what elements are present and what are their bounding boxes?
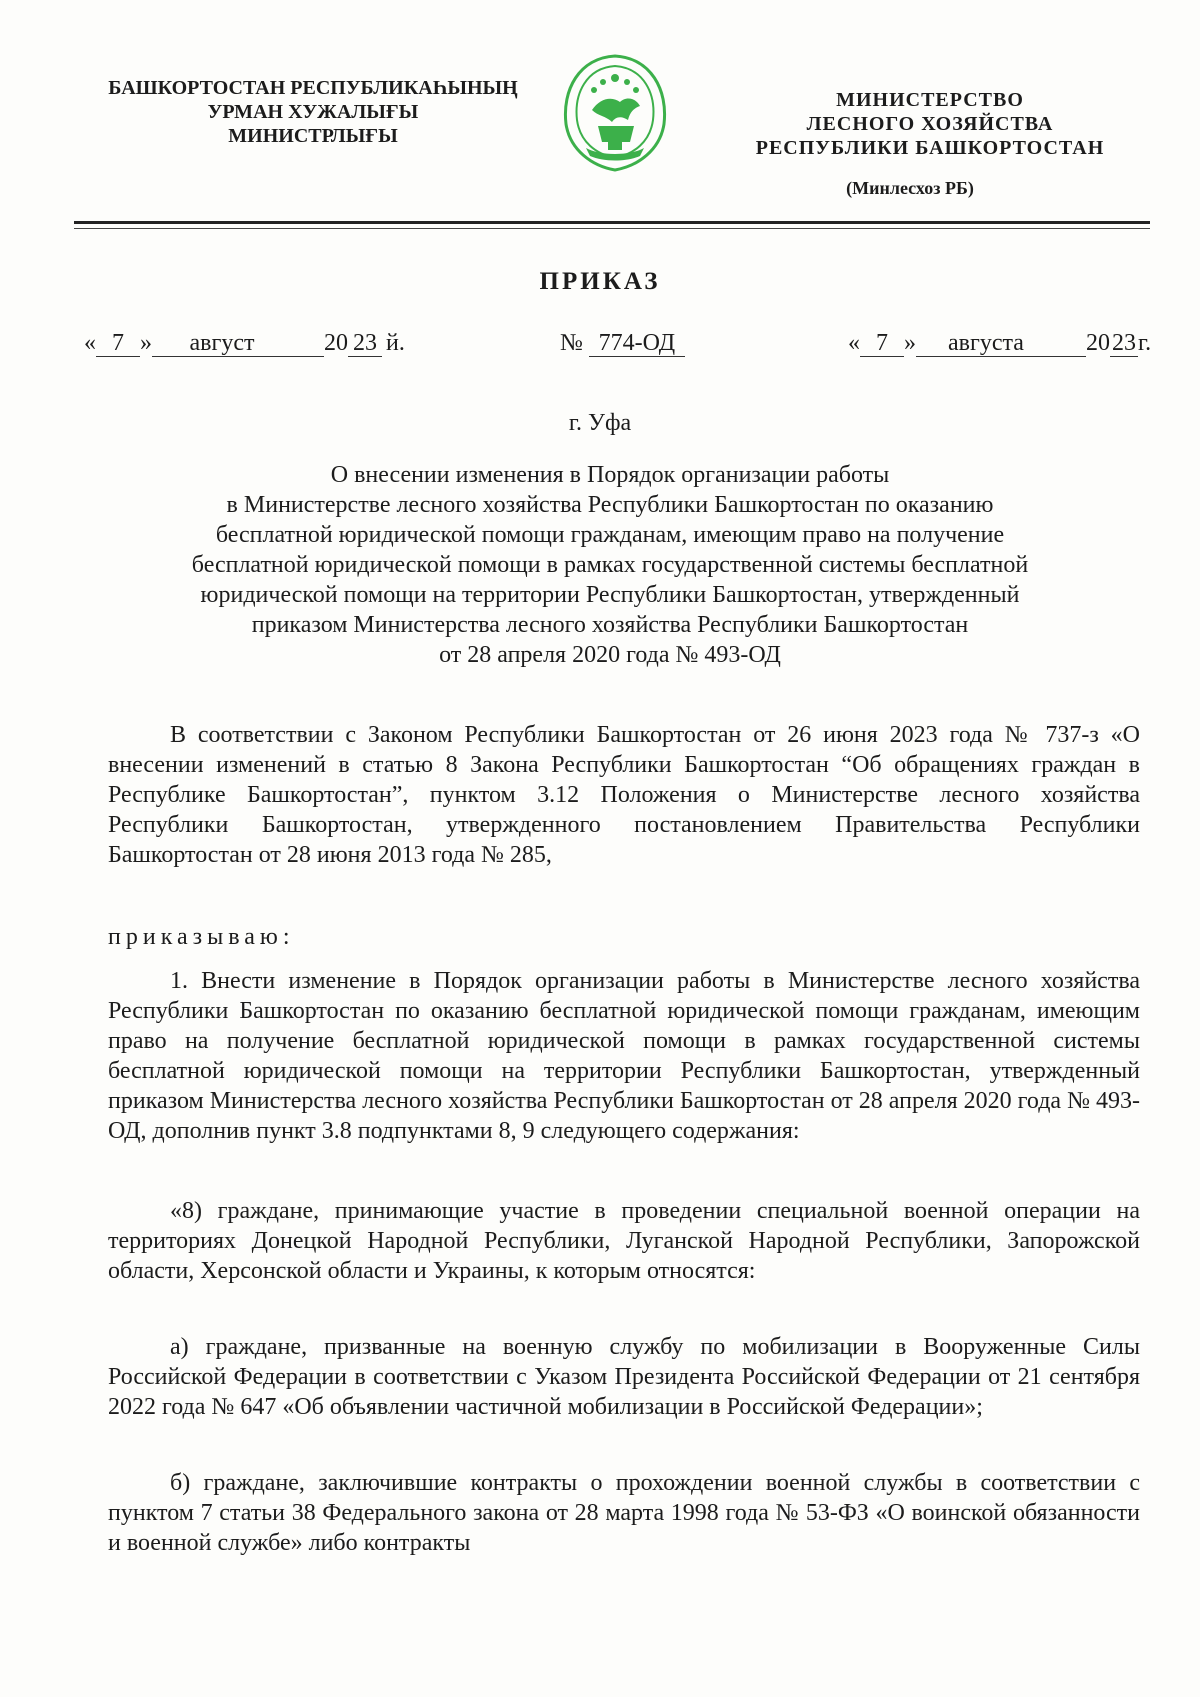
city: г. Уфа <box>568 410 632 436</box>
date-month: августа <box>916 330 1056 357</box>
header-right-line-3: РЕСПУБЛИКИ БАШКОРТОСТАН <box>755 137 1105 159</box>
header-left-line-3: МИНИСТРЛЫҒЫ <box>228 125 398 147</box>
quote-close: » <box>140 330 152 356</box>
date-year-suffix: 23 <box>348 330 382 357</box>
item-1-paragraph: 1. Внести изменение в Порядок организации работы в Министерстве лесного хозяйства Республики Башкортостан по оказанию бесплатной юридической помощи гражданам, имеющим право на получение бесплатной юридической помощи в рамках государственной системы бесплатной юридической помощи на территории Республики Башкортостан, утвержденный приказом Министерства лесного хозяйства Республики Башкортостан от 28 апреля 2020 года № 493-ОД, дополнив пункт 3.8 подпунктами 8, 9 следующего содержания: <box>108 968 1140 1144</box>
date-month: август <box>152 330 292 357</box>
subject-line: приказом Министерства лесного хозяйства Республики Башкортостан <box>251 612 969 638</box>
order-number-value: 774-ОД <box>589 330 685 357</box>
subject-line: от 28 апреля 2020 года № 493-ОД <box>439 642 781 668</box>
date-day: 7 <box>96 330 140 357</box>
bashkortostan-emblem-icon <box>556 50 674 174</box>
header-right-block <box>700 88 1160 160</box>
date-year-mark: г. <box>1138 330 1152 356</box>
date-year-mark: й. <box>386 330 405 356</box>
number-sign: № <box>560 330 583 356</box>
order-subject <box>120 460 1100 670</box>
date-year-prefix: 20 <box>324 330 348 356</box>
order-number <box>560 328 685 358</box>
subject-line: бесплатной юридической помощи в рамках государственной системы бесплатной <box>191 552 1029 578</box>
date-year-prefix: 20 <box>1086 330 1110 356</box>
header-left-block <box>78 76 548 148</box>
date-bashkir <box>84 328 405 358</box>
header-divider-thick <box>74 221 1150 224</box>
date-year-suffix: 23 <box>1112 330 1136 356</box>
header-right-line-2: ЛЕСНОГО ХОЗЯЙСТВА <box>806 113 1054 135</box>
header-left-line-2: УРМАН ХУЖАЛЫҒЫ <box>207 101 419 123</box>
quote-open: « <box>848 330 860 356</box>
header-divider-thin <box>74 228 1150 229</box>
date-day: 7 <box>860 330 904 357</box>
subject-line: юридической помощи на территории Республики Башкортостан, утвержденный <box>200 582 1020 608</box>
subject-line: бесплатной юридической помощи гражданам, имеющим право на получение <box>215 522 1005 548</box>
date-russian <box>848 328 1151 358</box>
quote-open: « <box>84 330 96 356</box>
subject-line: в Министерстве лесного хозяйства Республики Башкортостан по оказанию <box>226 492 994 518</box>
order-verb: приказываю: <box>108 924 295 950</box>
document-title: ПРИКАЗ <box>539 268 661 295</box>
subject-line: О внесении изменения в Порядок организации работы <box>330 462 890 488</box>
header-right-line-1: МИНИСТЕРСТВО <box>836 89 1024 111</box>
ministry-abbreviation: (Минлесхоз РБ) <box>846 178 974 198</box>
subitem-a-paragraph: а) граждане, призванные на военную службу по мобилизации в Вооруженные Силы Российской Федерации в соответствии с Указом Президента Российской Федерации от 21 сентября 2022 года № 647 «Об объявлении частичной мобилизации в Российской Федерации»; <box>108 1334 1140 1420</box>
quote-close: » <box>904 330 916 356</box>
subitem-8-paragraph: «8) граждане, принимающие участие в проведении специальной военной операции на территориях Донецкой Народной Республики, Луганской Народной Республики, Запорожской области, Херсонской области и Украины, к которым относятся: <box>108 1198 1140 1284</box>
header-left-line-1: БАШКОРТОСТАН РЕСПУБЛИКАҺЫНЫҢ <box>108 77 518 99</box>
subitem-b-paragraph: б) граждане, заключившие контракты о прохождении военной службы в соответствии с пунктом 7 статьи 38 Федерального закона от 28 марта 1998 года № 53-ФЗ «О воинской обязанности и военной службе» либо контракты <box>108 1470 1140 1556</box>
preamble-paragraph: В соответствии с Законом Республики Башкортостан от 26 июня 2023 года № 737-з «О внесении изменений в статью 8 Закона Республики Башкортостан “Об обращениях граждан в Республике Башкортостан”, пунктом 3.12 Положения о Министерстве лесного хозяйства Республики Башкортостан, утвержденного постановлением Правительства Республики Башкортостан от 28 июня 2013 года № 285, <box>108 722 1140 868</box>
